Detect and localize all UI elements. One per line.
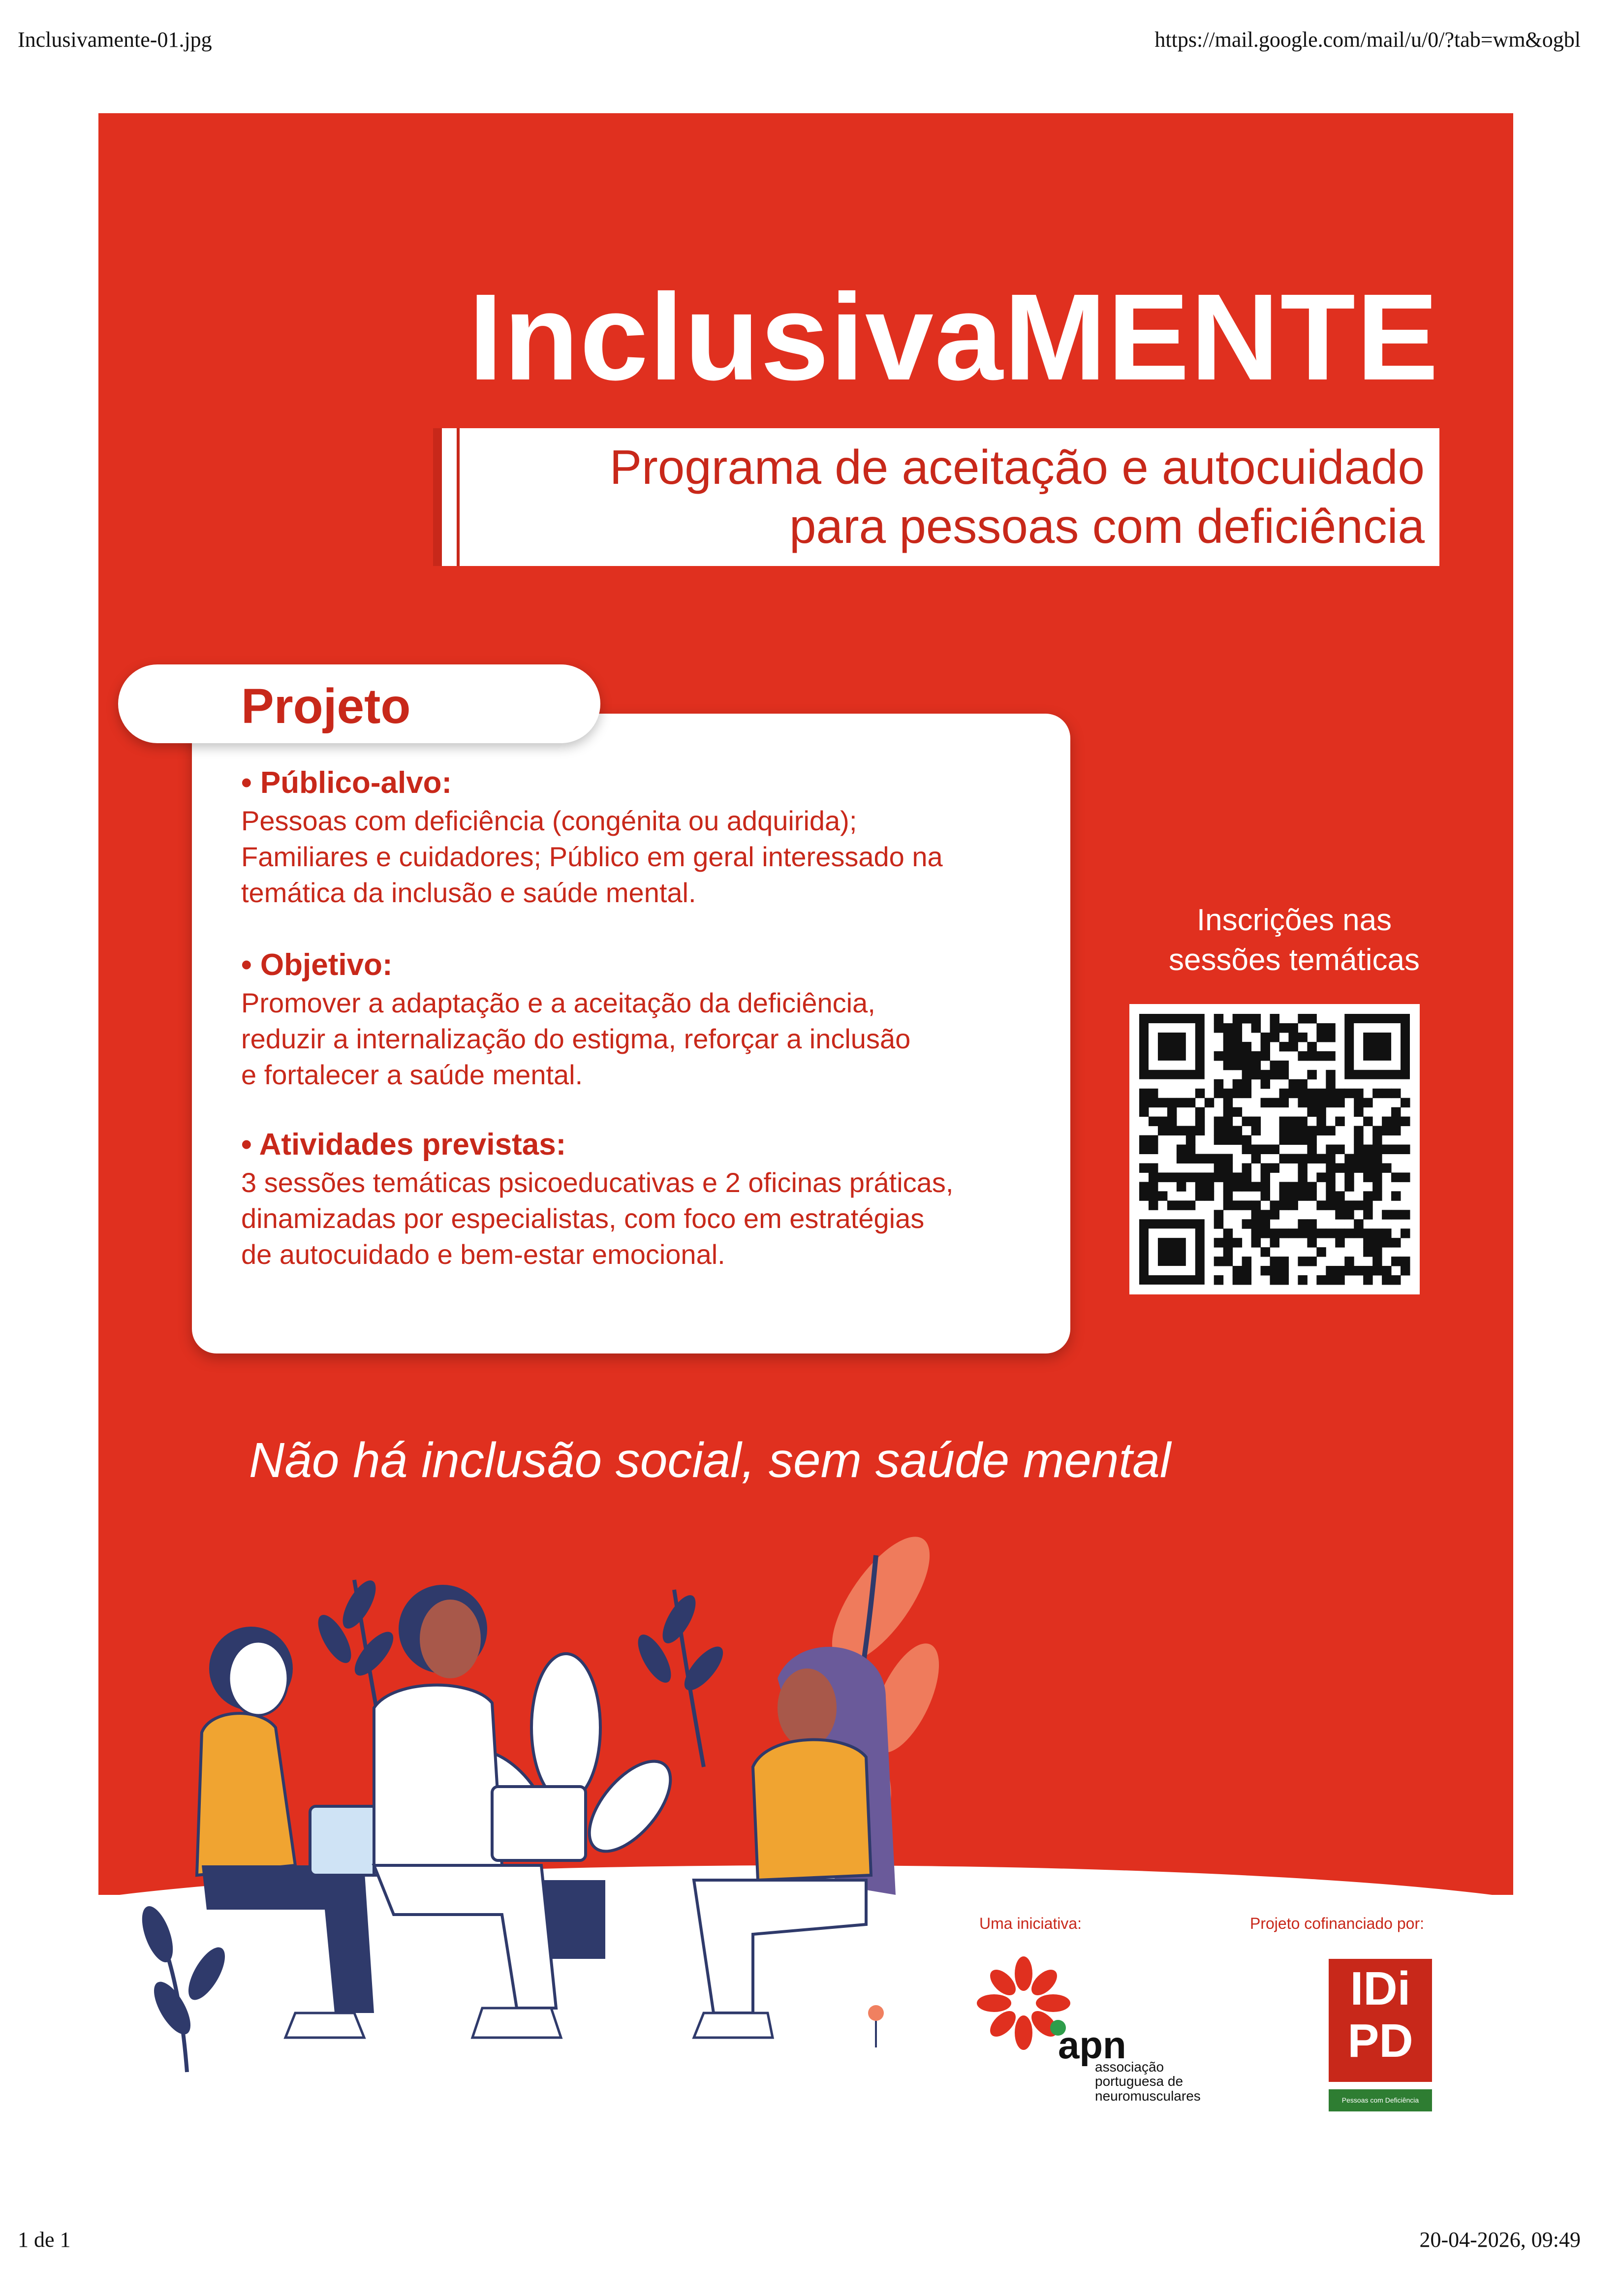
section-heading: • Objetivo: (241, 948, 393, 982)
project-label-pill (118, 664, 600, 743)
text-line: reduzir a internalização do estigma, reforçar a inclusão (241, 1023, 911, 1054)
qr-label-line-1: Inscrições nas (1196, 903, 1392, 937)
section-publico-alvo (241, 765, 1048, 911)
subtitle-line-2: para pessoas com deficiência (789, 499, 1425, 553)
slogan: Não há inclusão social, sem saúde mental (249, 1433, 1171, 1488)
poster-title: InclusivaMENTE (468, 268, 1439, 406)
idipd-logo (1329, 1959, 1452, 2121)
print-filename: Inclusivamente-01.jpg (18, 28, 212, 52)
idipd-line-1: IDi (1350, 1962, 1411, 2015)
subtitle-line-1: Programa de aceitação e autocuidado (609, 440, 1425, 494)
apn-caption-line: associação (1095, 2059, 1164, 2075)
section-objetivo (241, 947, 1048, 1093)
apn-caption-line: neuromusculares (1095, 2088, 1201, 2104)
section-text (241, 1165, 1048, 1272)
qr-code-icon (1129, 1004, 1420, 1294)
apn-logo (974, 1954, 1250, 2116)
subtitle-accent-bar (457, 428, 460, 566)
text-line: e fortalecer a saúde mental. (241, 1059, 583, 1090)
apn-name: apn (1058, 2023, 1126, 2067)
text-line: temática da inclusão e saúde mental. (241, 877, 696, 908)
print-url: https://mail.google.com/mail/u/0/?tab=wm&ogbl (1154, 28, 1581, 52)
flower-icon (868, 2005, 884, 2047)
idipd-mark (1329, 1959, 1432, 2082)
text-line: dinamizadas por especialistas, com foco em estratégias (241, 1202, 925, 1234)
section-atividades (241, 1127, 1048, 1272)
section-heading: • Público-alvo: (241, 766, 452, 800)
section-text (241, 985, 1048, 1093)
text-line: Familiares e cuidadores; Público em geral interessado na (241, 841, 943, 872)
idipd-line-2: PD (1347, 2014, 1413, 2067)
subtitle (610, 438, 1425, 556)
section-heading: • Atividades previstas: (241, 1128, 566, 1162)
text-line: 3 sessões temáticas psicoeducativas e 2 oficinas práticas, (241, 1167, 954, 1198)
idipd-caption: Pessoas com Deficiência (1329, 2089, 1432, 2111)
text-line: Promover a adaptação e a aceitação da deficiência, (241, 987, 875, 1018)
people-illustration (98, 1491, 1513, 2131)
apn-caption (1095, 2060, 1201, 2103)
section-text (241, 803, 1048, 911)
apn-caption-line: portuguesa de (1095, 2074, 1184, 2089)
qr-code[interactable] (1129, 1004, 1420, 1294)
person-with-laptop-icon (374, 1585, 586, 2038)
initiative-label: Uma iniciativa: (979, 1915, 1082, 1932)
qr-label (1122, 901, 1466, 980)
woman-talking-icon (694, 1647, 896, 2038)
text-line: de autocuidado e bem-estar emocional. (241, 1238, 725, 1270)
project-label: Projeto (241, 679, 411, 734)
print-page-number: 1 de 1 (18, 2228, 71, 2252)
subtitle-box (433, 428, 1439, 566)
cofinanced-label: Projeto cofinanciado por: (1250, 1915, 1424, 1932)
text-line: Pessoas com deficiência (congénita ou adquirida); (241, 805, 857, 836)
print-datetime: 20-04-2026, 09:49 (1419, 2228, 1581, 2252)
poster (98, 113, 1513, 2139)
qr-label-line-2: sessões temáticas (1169, 943, 1420, 977)
